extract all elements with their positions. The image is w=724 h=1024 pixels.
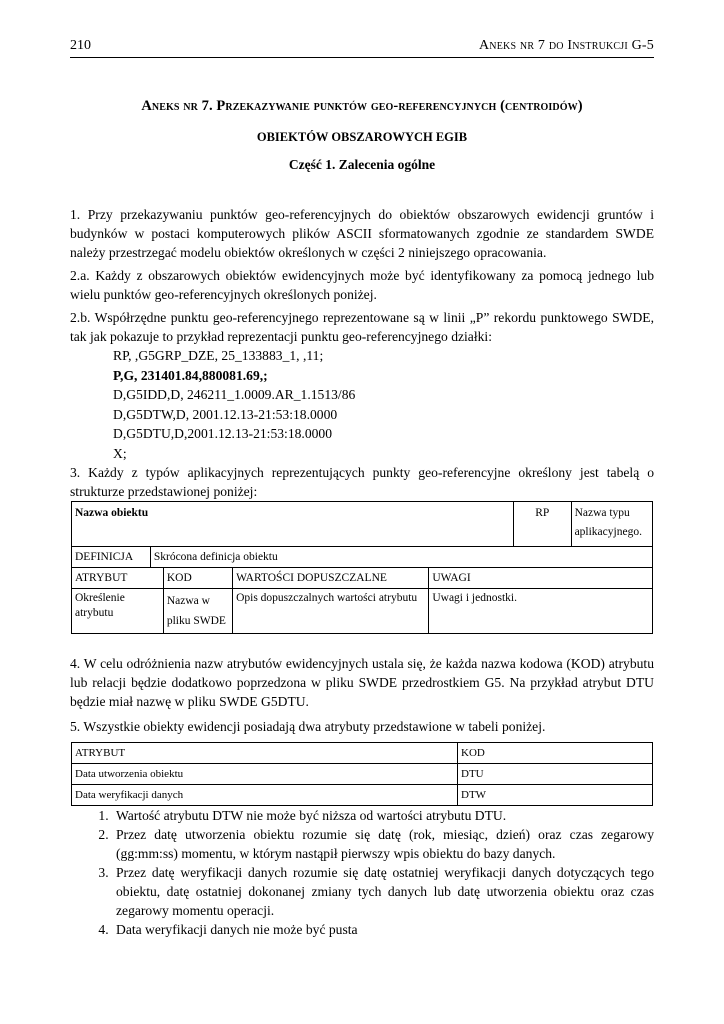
table-row-code: DTU bbox=[458, 764, 653, 785]
app-type-cell: Nazwa typu aplikacyjnego. bbox=[571, 502, 652, 547]
paragraph-3: 3. Każdy z typów aplikacyjnych reprezentujących punkty geo-referencyjne określony jest tabelą o strukturze przedstawionej poniżej: bbox=[70, 465, 654, 499]
list-item: 2. Przez datę utworzenia obiektu rozumie się datę (rok, miesiąc, dzień) oraz czas zegarowy (gg:mm:ss) momentu, w którym nastąpił pierwszy wpis obiektu do bazy danych. bbox=[112, 825, 654, 863]
list-item: 3. Przez datę weryfikacji danych rozumie się datę ostatniej weryfikacji danych dotyczących tego obiektu, datę ostatniej dokonanej zmiany tych danych lub datę utworzenia obiektu oraz czas zegarowy momentu operacji. bbox=[112, 863, 654, 920]
code-example bbox=[113, 346, 654, 463]
code-line: D,G5DTW,D, 2001.12.13-21:53:18.0000 bbox=[113, 406, 338, 422]
row-wartosci: Opis dopuszczalnych wartości atrybutu bbox=[233, 589, 429, 634]
document-page bbox=[70, 38, 654, 939]
object-name-cell: Nazwa obiektu bbox=[72, 502, 514, 547]
list-item: 4. Data weryfikacji danych nie może być pusta bbox=[112, 920, 654, 939]
table-row-label: Data utworzenia obiektu bbox=[72, 764, 458, 785]
header-wartosci: WARTOŚCI DOPUSZCZALNE bbox=[233, 568, 429, 589]
running-title: Aneks nr 7 do Instrukcji G-5 bbox=[479, 38, 654, 53]
structure-table bbox=[71, 501, 653, 634]
header-kod: KOD bbox=[163, 568, 232, 589]
row-atrybut: Określenie atrybutu bbox=[72, 589, 164, 634]
paragraph-5: 5. Wszystkie obiekty ewidencji posiadają dwa atrybuty przedstawione w tabeli poniżej. bbox=[70, 719, 546, 734]
part-title: Część 1. Zalecenia ogólne bbox=[288, 157, 436, 172]
annex-title: Aneks nr 7. Przekazywanie punktów geo-referencyjnych (centroidów) bbox=[141, 98, 583, 114]
code-line-bold: P,G, 231401.84,880081.69,; bbox=[113, 367, 268, 383]
table-row-label: Data weryfikacji danych bbox=[72, 785, 458, 806]
row-kod: Nazwa w pliku SWDE bbox=[163, 589, 232, 634]
annex-subtitle: OBIEKTÓW OBSZAROWYCH EGIB bbox=[256, 130, 468, 144]
table-row-code: DTW bbox=[458, 785, 653, 806]
header-atrybut: ATRYBUT bbox=[72, 568, 164, 589]
rp-cell: RP bbox=[513, 502, 571, 547]
code-line: D,G5IDD,D, 246211_1.0009.AR_1.1513/86 bbox=[113, 387, 356, 402]
attributes-table bbox=[71, 742, 653, 806]
definition-value: Skrócona definicja obiektu bbox=[150, 547, 652, 568]
code-line: D,G5DTU,D,2001.12.13-21:53:18.0000 bbox=[113, 426, 333, 441]
definition-label: DEFINICJA bbox=[72, 547, 151, 568]
code-line: X; bbox=[113, 445, 127, 461]
row-uwagi: Uwagi i jednostki. bbox=[429, 589, 653, 634]
code-line: RP, ,G5GRP_DZE, 25_133883_1, ,11; bbox=[113, 348, 324, 363]
paragraph-2a: 2.a. Każdy z obszarowych obiektów ewidencyjnych może być identyfikowany za pomocą jednego lub wielu punktów geo-referencyjnych określonych poniżej. bbox=[70, 268, 654, 302]
list-item: 1. Wartość atrybutu DTW nie może być niższa od wartości atrybutu DTU. bbox=[112, 806, 654, 825]
page-header bbox=[70, 38, 654, 58]
header-uwagi: UWAGI bbox=[429, 568, 653, 589]
header-atrybut: ATRYBUT bbox=[72, 743, 458, 764]
page-number: 210 bbox=[70, 38, 91, 53]
paragraph-4: 4. W celu odróżnienia nazw atrybutów ewidencyjnych ustala się, że każda nazwa kodowa (KOD) atrybutu lub relacji będzie dodatkowo poprzedzona w pliku SWDE przedrostkiem G5. Na przykład atrybut DTU będzie miał nazwę w pliku SWDE G5DTU. bbox=[70, 656, 654, 709]
header-kod: KOD bbox=[458, 743, 653, 764]
rules-list bbox=[70, 806, 654, 939]
paragraph-1: 1. Przy przekazywaniu punktów geo-referencyjnych do obiektów obszarowych ewidencji gruntów i budynków w postaci komputerowych plików ASCII sformatowanych zgodnie ze standardem SWDE należy przestrzegać modelu obiektów określonych w części 2 niniejszego opracowania. bbox=[70, 207, 654, 260]
paragraph-2b: 2.b. Współrzędne punktu geo-referencyjnego reprezentowane są w linii „P” rekordu punktowego SWDE, tak jak pokazuje to przykład reprezentacji punktu geo-referencyjnego działki: bbox=[70, 310, 654, 344]
